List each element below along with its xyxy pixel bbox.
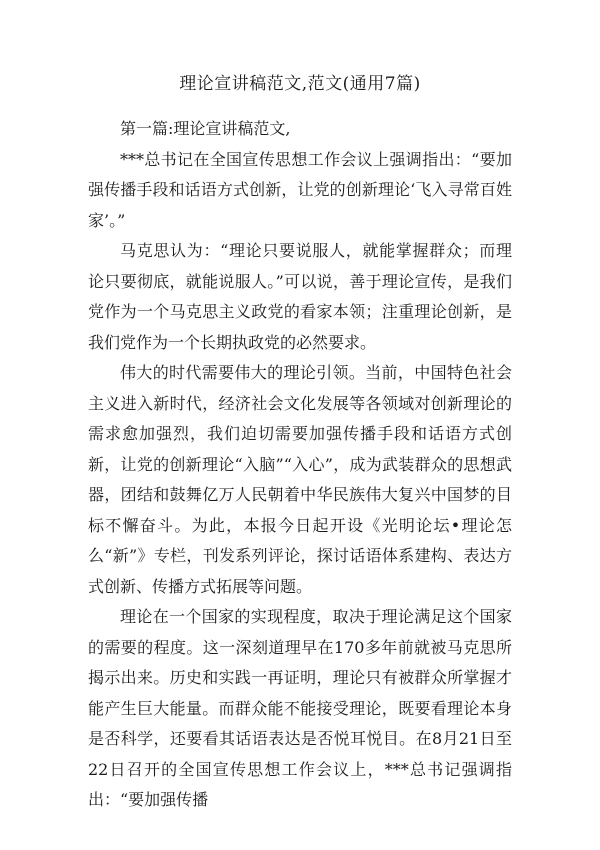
paragraph: 伟大的时代需要伟大的理论引领。当前，中国特色社会主义进入新时代，经济社会文化发展等各领域对创新理论的需求愈加强烈，我们迫切需要加强传播手段和话语方式创新，让党的创新理论“入脑”“入心”，成为武装群众的思想武器，团结和鼓舞亿万人民朝着中华民族伟大复兴中国梦的目标不懈奋斗。为此，本报今日起开设《光明论坛•理论怎么“新”》专栏，刊发系列评论，探讨话语体系建构、表达方式创新、传播方式拓展等问题。 bbox=[88, 363, 512, 596]
document-title: 理论宣讲稿范文,范文(通用7篇) bbox=[179, 74, 421, 94]
section-heading: 第一篇:理论宣讲稿范文, bbox=[120, 119, 291, 138]
document-body bbox=[88, 114, 512, 816]
paragraph: ***总书记在全国宣传思想工作会议上强调指出：“要加强传播手段和话语方式创新，让党的创新理论‘飞入寻常百姓家’。” bbox=[88, 149, 512, 230]
paragraph: 马克思认为：“理论只要说服人，就能掌握群众；而理论只要彻底，就能说服人。”可以说，善于理论宣传，是我们党作为一个马克思主义政党的看家本领；注重理论创新，是我们党作为一个长期执政党的必然要求。 bbox=[88, 241, 512, 352]
paragraph: 理论在一个国家的实现程度，取决于理论满足这个国家的需要的程度。这一深刻道理早在170多年前就被马克思所揭示出来。历史和实践一再证明，理论只有被群众所掌握才能产生巨大能量。而群众能不能接受理论，既要看理论本身是否科学，还要看其话语表达是否悦耳悦目。在8月21日至22日召开的全国宣传思想工作会议上，***总书记强调指出：“要加强传播 bbox=[88, 607, 512, 809]
